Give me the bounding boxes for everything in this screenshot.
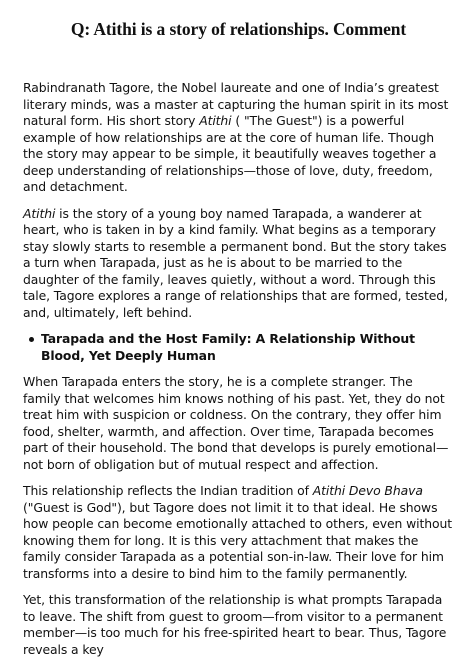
paragraph-text: This relationship reflects the Indian tradition of [23, 483, 313, 498]
paragraph-tradition [23, 483, 454, 582]
paragraph-intro [23, 80, 454, 196]
paragraph-text: ( "The Guest") is a powerful example of how relationships are at the core of human life. Though the story may appear to be simple, it beautifully weaves together a deep understanding of relationships—those of love, duty, freedom, and detachment. [23, 113, 437, 194]
paragraph-summary [23, 206, 454, 322]
italic-phrase: Atithi Devo Bhava [312, 483, 423, 498]
paragraph-text: Rabindranath Tagore, the Nobel laureate and one of India’s greatest literary minds, was a master at capturing the human spirit in its most natural form. His short story [23, 80, 449, 128]
bullet-heading-text: Tarapada and the Host Family: A Relationship Without Blood, Yet Deeply Human [41, 331, 415, 363]
italic-story-title: Atithi [23, 205, 56, 221]
page-title: Q: Atithi is a story of relationships. Comment [70, 19, 407, 39]
bullet-dot-icon [29, 337, 34, 342]
bullet-heading [23, 331, 454, 364]
paragraph-text: is the story of a young boy named Tarapada, a wanderer at heart, who is taken in by a kind family. What begins as a temporary stay slowly starts to resemble a permanent bond. But the story takes a turn when Tarapada, just as he is about to be married to the daughter of the family, leaves quietly, without a word. Through this tale, Tagore explores a range of relationships that are formed, tested, and, ultimately, left behind. [23, 205, 448, 320]
italic-story-title: Atithi [199, 113, 232, 128]
paragraph-transformation: Yet, this transformation of the relationship is what prompts Tarapada to leave. The shift from guest to groom—from visitor to a permanent member—is too much for his free-spirited heart to bear. Thus, Tagore reveals a key [23, 592, 447, 657]
paragraph-text: ("Guest is God"), but Tagore does not limit it to that ideal. He shows how people can become emotionally attached to others, even without knowing them for long. It is this very attachment that makes the family consider Tarapada as a potential son-in-law. Their love for him transforms into a desire to bind him to the family permanently. [23, 499, 452, 581]
paragraph-host-family: When Tarapada enters the story, he is a complete stranger. The family that welcomes him knows nothing of his past. Yet, they do not treat him with suspicion or coldness. On the contrary, they offer him food, shelter, warmth, and affection. Over time, Tarapada becomes part of their household. The bond that develops is purely emotional—not born of obligation but of mutual respect and affection. [23, 374, 449, 472]
